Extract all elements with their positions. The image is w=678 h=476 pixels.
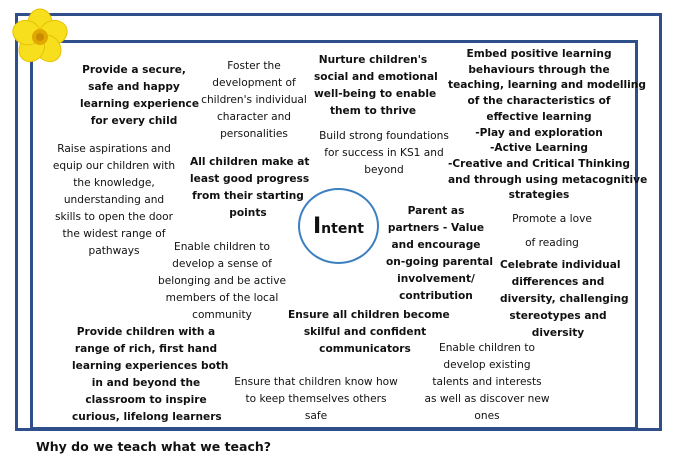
statement-experiences: Provide children with a range of rich, first hand learning experiences both in and beyond the classroom to inspire curious, lifelong learners [72, 326, 229, 423]
statement-progress: All children make at least good progress from their starting points [190, 156, 310, 219]
statement-foundations: Build strong foundations for success in KS1 and beyond [319, 130, 449, 176]
intent-label: Intent [312, 213, 364, 239]
statement-community: Enable children to develop a sense of belonging and be active members of the local community [158, 241, 286, 321]
statement-safety: Ensure that children know how to keep themselves others safe [234, 376, 398, 422]
statement-talents: Enable children to develop existing talents and interests as well as discover new ones [424, 342, 550, 422]
intent-circle [298, 188, 379, 264]
statement-positive-behaviours: Embed positive learning behaviours through the teaching, learning and modelling of the characteristics of effective learning -Play and exploration -Active Learning -Creative and Critical Thinking and through using metacognitive strategies [448, 48, 648, 202]
statement-secure-learning: Provide a secure, safe and happy learning experience for every child [80, 64, 200, 127]
statement-reading: Promote a love of reading [512, 213, 592, 249]
statement-parents: Parent as partners - Value and encourage on-going parental involvement/ contribution [386, 205, 494, 302]
buttercup-flower-icon [12, 8, 68, 66]
page-footer-question: Why do we teach what we teach? [36, 439, 272, 454]
statement-diversity: Celebrate individual differences and diversity, challenging stereotypes and diversity [500, 259, 629, 339]
statement-communicators: Ensure all children become skilful and confident communicators [288, 309, 450, 355]
statement-wellbeing: Nurture children's social and emotional well-being to enable them to thrive [314, 54, 438, 117]
statement-aspirations: Raise aspirations and equip our children with the knowledge, understanding and skills to open the door the widest range of pathways [52, 143, 176, 257]
statement-character: Foster the development of children's individual character and personalities [201, 60, 307, 140]
